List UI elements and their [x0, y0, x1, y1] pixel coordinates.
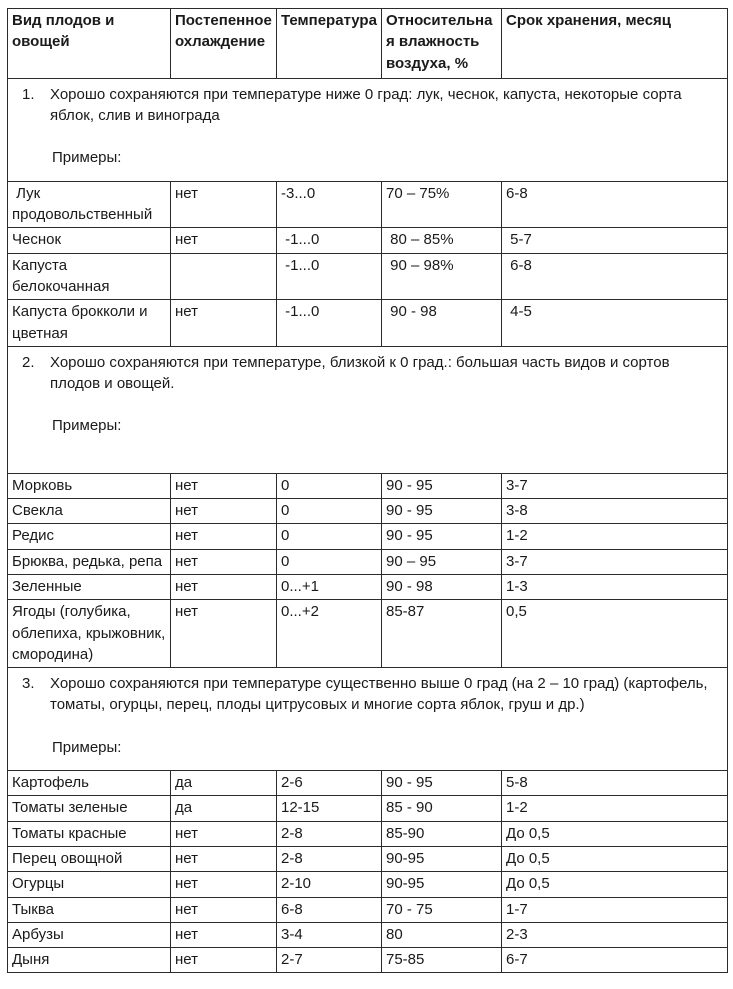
- table-cell: нет: [171, 473, 277, 498]
- table-cell: Томаты зеленые: [8, 796, 171, 821]
- table-cell: Перец овощной: [8, 846, 171, 871]
- table-row: [8, 524, 728, 549]
- table-cell: Зеленные: [8, 574, 171, 599]
- table-cell: нет: [171, 549, 277, 574]
- section-note-line: [22, 673, 719, 716]
- table-cell: 3-8: [502, 499, 728, 524]
- table-cell: нет: [171, 821, 277, 846]
- table-cell: 70 – 75%: [382, 181, 502, 228]
- table-cell: 80 – 85%: [382, 228, 502, 253]
- table-cell: 90-95: [382, 846, 502, 871]
- table-cell: 6-8: [502, 181, 728, 228]
- table-cell: -3...0: [277, 181, 382, 228]
- table-cell: Чеснок: [8, 228, 171, 253]
- table-cell: 85-90: [382, 821, 502, 846]
- table-cell: Огурцы: [8, 872, 171, 897]
- table-cell: Брюква, редька, репа: [8, 549, 171, 574]
- table-row: [8, 821, 728, 846]
- table-row: [8, 574, 728, 599]
- section-note-cell: [8, 346, 728, 473]
- section-note-line: [22, 84, 719, 127]
- table-row: [8, 897, 728, 922]
- examples-label: Примеры:: [52, 149, 122, 167]
- table-cell: нет: [171, 846, 277, 871]
- table-body: [8, 78, 728, 973]
- table-cell: До 0,5: [502, 872, 728, 897]
- table-cell: 4-5: [502, 300, 728, 347]
- table-cell: 0: [277, 524, 382, 549]
- col-header-product-type: Вид плодов и овощей: [8, 9, 171, 79]
- table-cell: Капуста брокколи и цветная: [8, 300, 171, 347]
- table-cell: Картофель: [8, 771, 171, 796]
- table-cell: 5-8: [502, 771, 728, 796]
- section-note-text: Хорошо сохраняются при температуре существенно выше 0 град (на 2 – 10 град) (картофель, томаты, огурцы, перец, плоды цитрусовых и многие сорта яблок, груш и др.): [50, 675, 712, 714]
- table-row: [8, 600, 728, 668]
- table-cell: 6-8: [277, 897, 382, 922]
- section-note-row: [8, 78, 728, 181]
- section-number: 1.: [22, 85, 35, 103]
- table-cell: 3-4: [277, 922, 382, 947]
- table-cell: нет: [171, 600, 277, 668]
- table-cell: 90 – 98%: [382, 253, 502, 300]
- table-cell: нет: [171, 499, 277, 524]
- section-number: 3.: [22, 675, 35, 693]
- table-row: [8, 181, 728, 228]
- header-row: [8, 9, 728, 79]
- table-cell: 90 - 98: [382, 574, 502, 599]
- table-cell: 6-8: [502, 253, 728, 300]
- table-cell: 2-8: [277, 821, 382, 846]
- table-cell: 90 – 95: [382, 549, 502, 574]
- table-cell: Томаты красные: [8, 821, 171, 846]
- table-cell: 85-87: [382, 600, 502, 668]
- table-cell: 0...+2: [277, 600, 382, 668]
- table-cell: 90 - 95: [382, 771, 502, 796]
- table-row: [8, 771, 728, 796]
- table-cell: До 0,5: [502, 821, 728, 846]
- table-cell: нет: [171, 181, 277, 228]
- col-header-temperature: Температура: [277, 9, 382, 79]
- section-number: 2.: [22, 353, 35, 371]
- table-cell: нет: [171, 524, 277, 549]
- table-cell: 90 - 95: [382, 499, 502, 524]
- table-cell: 3-7: [502, 549, 728, 574]
- table-cell: 2-3: [502, 922, 728, 947]
- examples-label: Примеры:: [52, 738, 122, 756]
- table-cell: 2-7: [277, 948, 382, 973]
- table-cell: 0: [277, 499, 382, 524]
- table-cell: 5-7: [502, 228, 728, 253]
- table-cell: 1-2: [502, 796, 728, 821]
- table-cell: Тыква: [8, 897, 171, 922]
- table-cell: 1-3: [502, 574, 728, 599]
- table-cell: 85 - 90: [382, 796, 502, 821]
- table-cell: Свекла: [8, 499, 171, 524]
- col-header-shelf-life: Срок хранения, месяц: [502, 9, 728, 79]
- table-cell: 2-6: [277, 771, 382, 796]
- table-cell: нет: [171, 948, 277, 973]
- table-cell: 0: [277, 549, 382, 574]
- col-header-gradual-cooling: Постепенное охлаждение: [171, 9, 277, 79]
- table-cell: 0,5: [502, 600, 728, 668]
- table-cell: 90 - 95: [382, 473, 502, 498]
- examples-label: Примеры:: [52, 417, 122, 435]
- table-cell: До 0,5: [502, 846, 728, 871]
- table-cell: [171, 253, 277, 300]
- table-cell: 90 - 98: [382, 300, 502, 347]
- table-cell: 6-7: [502, 948, 728, 973]
- table-cell: -1...0: [277, 228, 382, 253]
- table-cell: 80: [382, 922, 502, 947]
- table-row: [8, 872, 728, 897]
- table-row: [8, 922, 728, 947]
- table-cell: 2-8: [277, 846, 382, 871]
- table-cell: Ягоды (голубика, облепиха, крыжовник, смородина): [8, 600, 171, 668]
- table-cell: Арбузы: [8, 922, 171, 947]
- table-cell: да: [171, 796, 277, 821]
- table-cell: Капуста белокочанная: [8, 253, 171, 300]
- table-cell: Дыня: [8, 948, 171, 973]
- table-cell: нет: [171, 228, 277, 253]
- section-note-row: [8, 668, 728, 771]
- table-cell: нет: [171, 574, 277, 599]
- table-row: [8, 253, 728, 300]
- table-row: [8, 473, 728, 498]
- table-cell: 90 - 95: [382, 524, 502, 549]
- table-cell: -1...0: [277, 300, 382, 347]
- table-row: [8, 796, 728, 821]
- storage-conditions-table: [7, 8, 728, 973]
- section-note-cell: [8, 78, 728, 181]
- table-cell: 0...+1: [277, 574, 382, 599]
- table-row: [8, 300, 728, 347]
- table-cell: нет: [171, 300, 277, 347]
- section-note-text: Хорошо сохраняются при температуре, близкой к 0 град.: большая часть видов и сортов плодов и овощей.: [50, 353, 674, 393]
- table-row: [8, 549, 728, 574]
- table-cell: 90-95: [382, 872, 502, 897]
- table-row: [8, 948, 728, 973]
- col-header-humidity: Относительная влажность воздуха, %: [382, 9, 502, 79]
- table-row: [8, 499, 728, 524]
- section-note-cell: [8, 668, 728, 771]
- table-cell: 75-85: [382, 948, 502, 973]
- table-cell: Лук продовольственный: [8, 181, 171, 228]
- table-cell: Редис: [8, 524, 171, 549]
- table-cell: да: [171, 771, 277, 796]
- section-note-row: [8, 346, 728, 473]
- table-cell: нет: [171, 872, 277, 897]
- table-cell: -1...0: [277, 253, 382, 300]
- table-cell: 1-2: [502, 524, 728, 549]
- table-cell: нет: [171, 922, 277, 947]
- table-cell: нет: [171, 897, 277, 922]
- table-cell: 1-7: [502, 897, 728, 922]
- table-cell: 70 - 75: [382, 897, 502, 922]
- table-cell: 0: [277, 473, 382, 498]
- section-note-text: Хорошо сохраняются при температуре ниже 0 град: лук, чеснок, капуста, некоторые сорта яблок, слив и винограда: [50, 85, 686, 125]
- table-cell: 3-7: [502, 473, 728, 498]
- section-note-line: [22, 352, 719, 395]
- table-row: [8, 228, 728, 253]
- table-cell: Морковь: [8, 473, 171, 498]
- table-cell: 12-15: [277, 796, 382, 821]
- table-row: [8, 846, 728, 871]
- table-cell: 2-10: [277, 872, 382, 897]
